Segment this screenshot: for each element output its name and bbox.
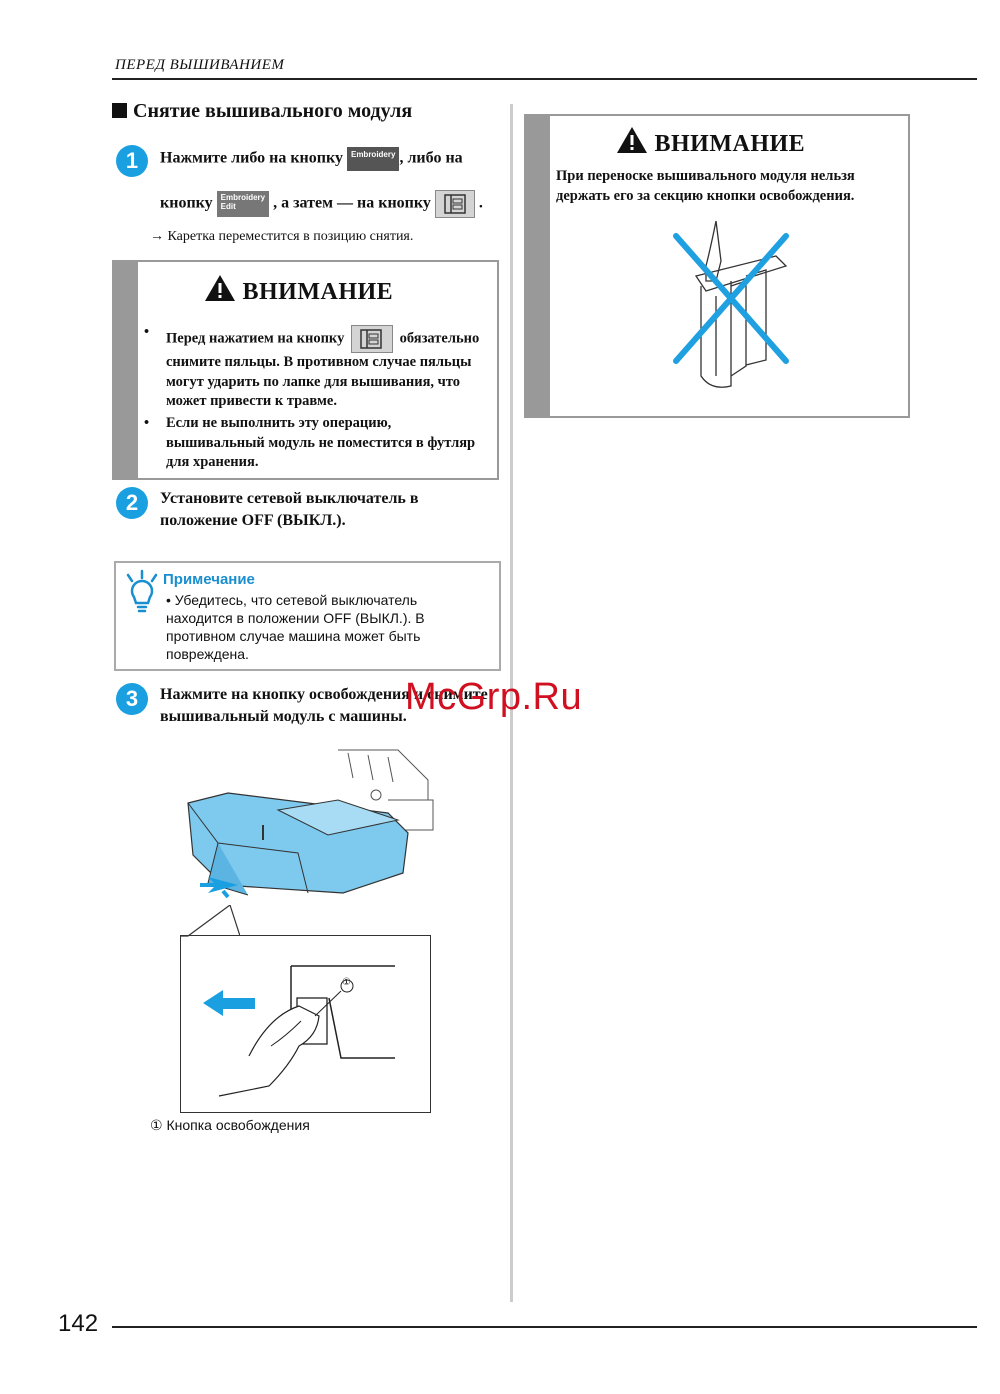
embroidery-button-icon: Embroidery <box>347 147 399 171</box>
note-title: Примечание <box>163 571 255 588</box>
caution2-text: При переноске вышивального модуля нельзя держать его за секцию кнопки освобождения. <box>556 168 855 204</box>
callout-pointer <box>180 905 240 937</box>
section-title <box>112 100 412 123</box>
step1-text-e: . <box>478 194 483 212</box>
embroidery-module-illustration <box>178 745 438 915</box>
note-box <box>114 561 501 671</box>
step3-text: Нажмите на кнопку освобождения и снимите вышивальный модуль с машины. <box>160 686 488 725</box>
figure-caption: ① Кнопка освобождения <box>150 1117 310 1133</box>
step1-text-b: , либо на <box>399 149 463 167</box>
step2-text: Установите сетевой выключатель в положение OFF (ВЫКЛ.). <box>160 490 419 529</box>
caution1-bullet2-marker: • <box>144 415 150 431</box>
step1-text-d: , а затем — на кнопку <box>273 194 431 212</box>
caution1-bullet1-line1: Перед нажатием на кнопку обязательно <box>166 325 496 353</box>
caution-box-1 <box>112 260 499 480</box>
carrying-module-illustration <box>666 216 796 401</box>
header-rule <box>112 78 977 80</box>
caution-title-1: ВНИМАНИЕ <box>204 274 393 306</box>
step1-text-c: кнопку <box>160 194 213 212</box>
page-number: 142 <box>58 1310 99 1337</box>
warning-triangle-icon <box>204 274 236 302</box>
arrow-right-icon: → <box>150 229 168 244</box>
square-bullet-icon <box>112 103 127 118</box>
caution1-bullet1-rest: снимите пяльцы. В противном случае пяльцы могут ударить по лапке для вышивания, что может привести к травме. <box>166 354 472 409</box>
caution-box-2 <box>524 114 910 418</box>
step-number-2: 2 <box>116 487 148 519</box>
embroidery-edit-button-icon: Embroidery Edit <box>217 191 269 217</box>
caution1-bullet1-marker: • <box>144 324 150 340</box>
warning-triangle-icon <box>616 126 648 154</box>
note-text: • Убедитесь, что сетевой выключатель находится в положении OFF (ВЫКЛ.). В противном случае машина может быть повреждена. <box>166 592 425 662</box>
step-number-3: 3 <box>116 683 148 715</box>
detail-figure-box <box>180 935 431 1113</box>
step-number-1: 1 <box>116 145 148 177</box>
caution-bar <box>526 116 550 416</box>
caution-title-2: ВНИМАНИЕ <box>616 126 805 158</box>
release-position-button-icon-2 <box>351 325 393 353</box>
left-arrow-icon <box>203 990 255 1016</box>
release-position-button-icon <box>435 190 475 218</box>
lightbulb-icon <box>122 569 162 617</box>
caution-bar <box>114 262 138 478</box>
section-title-text: Снятие вышивального модуля <box>133 100 413 122</box>
step1-line1 <box>160 147 463 171</box>
step1-result: → Каретка переместится в позицию снятия. <box>150 229 414 244</box>
watermark: McGrp.Ru <box>405 676 583 718</box>
figure-callout-number: ① <box>342 977 351 988</box>
caution1-bullet2: Если не выполнить эту операцию, вышивальный модуль не поместится в футляр для хранения. <box>166 415 476 470</box>
step1-text-a: Нажмите либо на кнопку <box>160 149 343 167</box>
running-header: ПЕРЕД ВЫШИВАНИЕМ <box>115 57 285 73</box>
step1-line2 <box>160 190 483 218</box>
footer-rule <box>112 1326 977 1328</box>
